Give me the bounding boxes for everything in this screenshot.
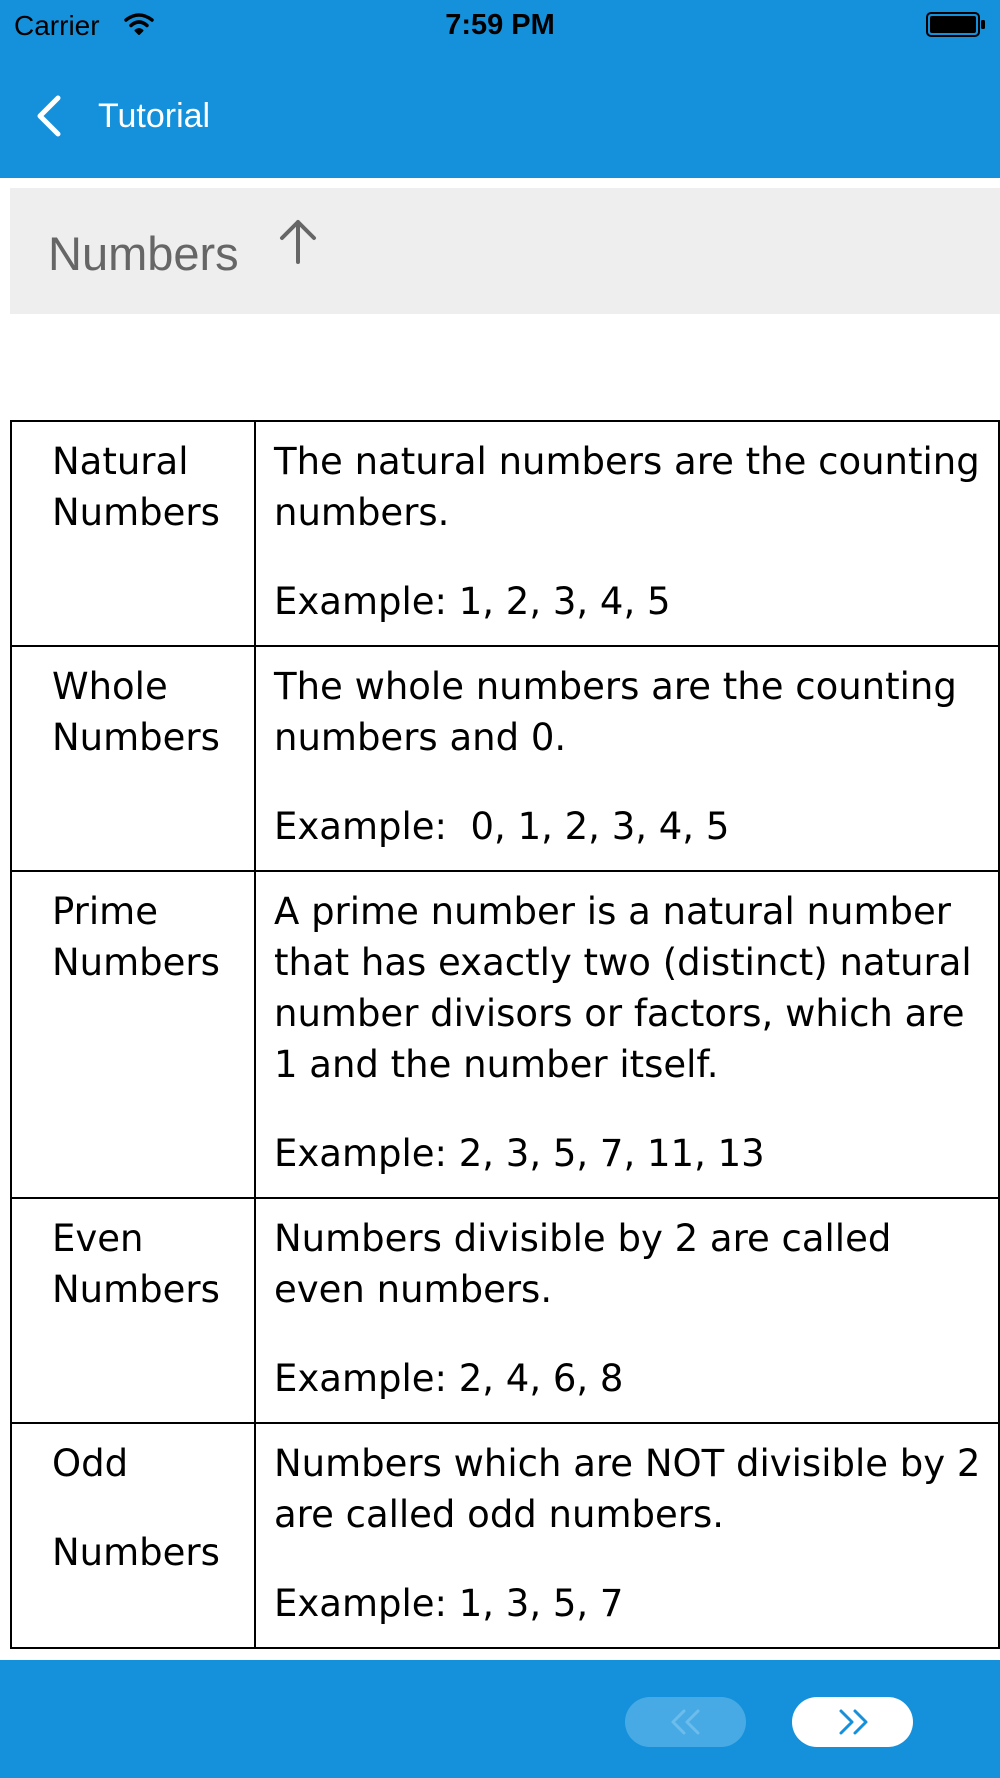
back-button[interactable] [30, 88, 210, 144]
description-text: Numbers divisible by 2 are called even numbers. [274, 1217, 892, 1311]
description-text: The whole numbers are the counting numbers and 0. [274, 665, 957, 759]
table-row [11, 646, 999, 871]
description-cell [255, 871, 999, 1198]
term-label: Numbers [52, 491, 220, 534]
navigation-bar [0, 52, 1000, 178]
term-cell [11, 871, 255, 1198]
status-time: 7:59 PM [445, 9, 555, 41]
chevron-left-icon [30, 93, 70, 139]
term-cell [11, 1423, 255, 1648]
example-text: Example: 1, 2, 3, 4, 5 [274, 580, 671, 623]
term-cell [11, 421, 255, 646]
numbers-table [10, 420, 1000, 1649]
example-text: Example: 1, 3, 5, 7 [274, 1582, 624, 1625]
double-chevron-left-icon [664, 1707, 708, 1737]
battery-icon [926, 12, 986, 37]
description-cell [255, 1198, 999, 1423]
term-label: Prime [52, 890, 158, 933]
term-label: Numbers [52, 941, 220, 984]
double-chevron-right-icon [831, 1707, 875, 1737]
next-button[interactable] [792, 1697, 913, 1747]
wifi-icon [124, 12, 154, 36]
section-header[interactable] [10, 188, 1000, 314]
description-cell [255, 1423, 999, 1648]
term-cell [11, 646, 255, 871]
description-text: The natural numbers are the counting numbers. [274, 440, 980, 534]
table-row [11, 1198, 999, 1423]
description-cell [255, 646, 999, 871]
term-label: Odd [52, 1442, 129, 1485]
table-row [11, 421, 999, 646]
section-title: Numbers [48, 227, 239, 280]
table-row [11, 871, 999, 1198]
status-bar [0, 0, 1000, 52]
term-label: Natural [52, 440, 189, 483]
example-text: Example: 2, 4, 6, 8 [274, 1357, 624, 1400]
description-text: Numbers which are NOT divisible by 2 are called odd numbers. [274, 1442, 981, 1536]
previous-button[interactable] [625, 1697, 746, 1747]
status-carrier: Carrier [14, 10, 100, 41]
bottom-toolbar [0, 1660, 1000, 1778]
example-text: Example: 0, 1, 2, 3, 4, 5 [274, 805, 730, 848]
term-label: Numbers [52, 1268, 220, 1311]
arrow-up-icon [276, 216, 320, 266]
table-row [11, 1423, 999, 1648]
description-text: A prime number is a natural number that has exactly two (distinct) natural number divisors or factors, which are 1 and the number itself. [274, 890, 972, 1086]
back-button-label: Tutorial [98, 96, 211, 135]
description-cell [255, 421, 999, 646]
term-label: Whole [52, 665, 168, 708]
content-scroll-area[interactable] [10, 420, 1000, 1660]
example-text: Example: 2, 3, 5, 7, 11, 13 [274, 1132, 765, 1175]
term-cell [11, 1198, 255, 1423]
term-label: Even [52, 1217, 144, 1260]
term-label: Numbers [52, 1531, 220, 1574]
term-label: Numbers [52, 716, 220, 759]
